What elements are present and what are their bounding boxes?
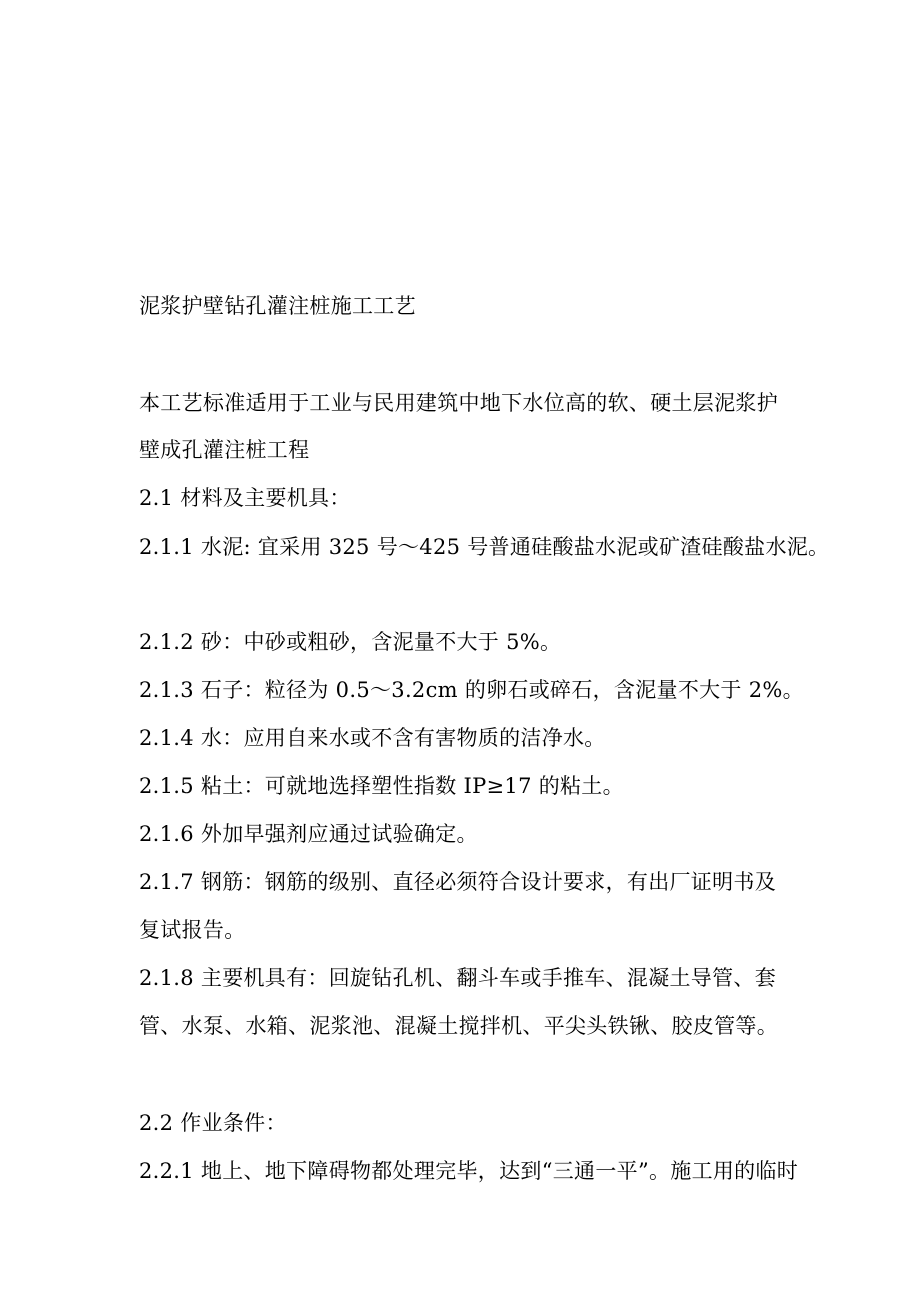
document-title: 泥浆护壁钻孔灌注桩施工工艺 [139, 294, 416, 318]
section-2-1-heading: 2.1 材料及主要机具： [139, 486, 351, 510]
intro-line-1: 本工艺标准适用于工业与民用建筑中地下水位高的软、硬土层泥浆护 [139, 391, 778, 415]
item-2-1-8: 2.1.8 主要机具有：回旋钻孔机、翻斗车或手推车、混凝土导管、套 [139, 966, 777, 990]
item-2-1-8-cont: 管、水泵、水箱、泥浆池、混凝土搅拌机、平尖头铁锹、胶皮管等。 [139, 1014, 778, 1038]
intro-line-2: 壁成孔灌注桩工程 [139, 438, 310, 462]
item-2-1-5: 2.1.5 粘土：可就地选择塑性指数 IP≥17 的粘土。 [139, 774, 624, 798]
item-2-1-4: 2.1.4 水：应用自来水或不含有害物质的洁净水。 [139, 726, 606, 750]
item-2-1-3: 2.1.3 石子：粒径为 0.5～3.2cm 的卵石或碎石，含泥量不大于 2%。 [139, 678, 804, 702]
item-2-1-2: 2.1.2 砂：中砂或粗砂，含泥量不大于 5%。 [139, 630, 562, 654]
item-2-1-7-cont: 复试报告。 [139, 918, 246, 942]
section-2-2-heading: 2.2 作业条件： [139, 1111, 287, 1135]
item-2-1-7: 2.1.7 钢筋：钢筋的级别、直径必须符合设计要求，有出厂证明书及 [139, 870, 777, 894]
item-2-1-1: 2.1.1 水泥: 宜采用 325 号～425 号普通硅酸盐水泥或矿渣硅酸盐水泥。 [139, 535, 830, 559]
item-2-2-1: 2.2.1 地上、地下障碍物都处理完毕，达到“三通一平”。施工用的临时 [139, 1159, 799, 1183]
item-2-1-6: 2.1.6 外加早强剂应通过试验确定。 [139, 822, 478, 846]
